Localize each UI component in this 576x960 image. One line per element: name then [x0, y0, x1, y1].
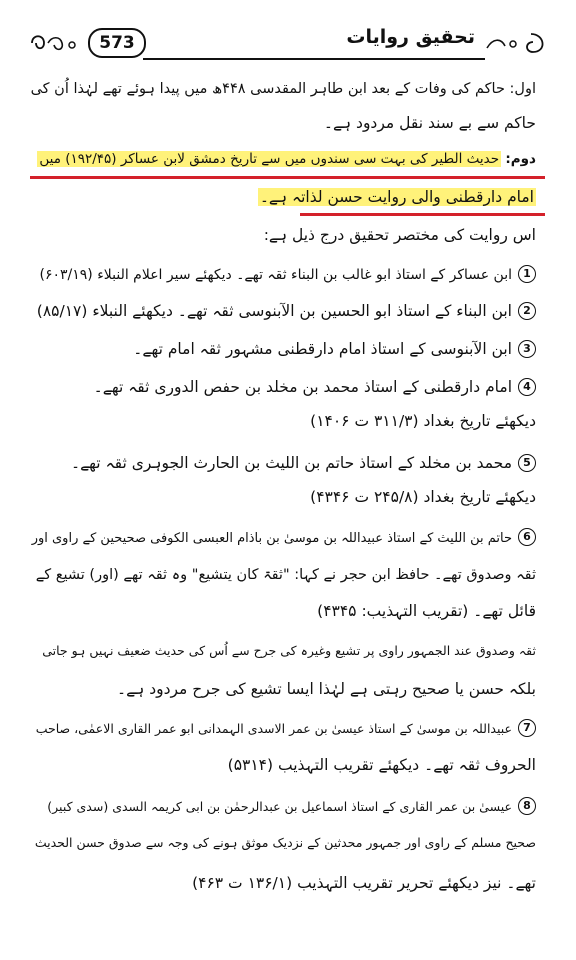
list-item-6-text: حاتم بن اللیث کے استاذ عبیداللہ بن موسیٰ بن باذام العبسی الکوفی صحیحین کے راوی اور: [31, 531, 512, 546]
paragraph-line-2: بلکہ حسن یا صحیح رہتی ہے لہٰذا ایسا تشیع کی جرح مردود ہے۔: [117, 680, 536, 698]
highlighted-text-2: امام دارقطنی والی روایت حسن لذاتہ ہے۔: [259, 188, 534, 206]
list-item-4-ref: دیکھئے تاریخ بغداد (۳۱۱/۳ ت ۱۴۰۶): [310, 412, 536, 430]
number-marker-2: 2: [518, 302, 536, 320]
number-marker-4: 4: [518, 378, 536, 396]
number-marker-6: 6: [518, 528, 536, 546]
paragraph-line-1: ثقہ وصدوق عند الجمہور راوی پر تشیع وغیرہ کی جرح سے اُس کی حدیث ضعیف نہیں ہو جاتی: [42, 643, 536, 658]
highlighted-text-1: حدیث الطیر کی بہت سی سندوں میں سے تاریخ دمشق لابن عساکر (۱۹۲/۴۵) میں: [39, 151, 500, 167]
section-label-second: دوم:: [505, 151, 536, 167]
list-item-1-text: ابن عساکر کے استاذ ابو غالب بن البناء ثقہ تھے۔ دیکھئے سیر اعلام النبلاء (۶۰۳/۱۹): [39, 267, 512, 283]
page-number: 573: [88, 28, 146, 58]
list-item-2-text: ابن البناء کے استاذ ابو الحسین بن الآبنوسی ثقہ تھے۔ دیکھئے النبلاء (۸۵/۱۷): [36, 302, 512, 320]
list-item-8-text: عیسیٰ بن عمر القاری کے استاذ اسماعیل بن عبدالرحمٰن بن ابی کریمہ السدی (سدی کبیر): [47, 799, 512, 814]
page-header: [28, 22, 553, 66]
ornament-right-icon: [483, 30, 553, 56]
book-title: تحقیق روایات: [346, 26, 475, 48]
number-marker-3: 3: [518, 340, 536, 358]
number-marker-5: 5: [518, 454, 536, 472]
list-item-8-line-3: تھے۔ نیز دیکھئے تحریر تقریب التہذیب (۱۳۶/۱ ت ۴۶۳): [192, 874, 536, 892]
text-line-5: اس روایت کی مختصر تحقیق درج ذیل ہے:: [263, 226, 536, 244]
text-line-4: [258, 184, 536, 210]
text-line-3: [37, 146, 536, 172]
list-item-3: [133, 336, 536, 362]
text-line-1: اول: حاکم کی وفات کے بعد ابن طاہر المقدسی ۴۴۸ھ میں پیدا ہوئے تھے لہٰذا اُن کی: [30, 81, 536, 97]
list-item-7-line-2: الحروف ثقہ تھے۔ دیکھئے تقریب التہذیب (۵۳۱۴): [227, 756, 536, 774]
list-item-1: [39, 262, 536, 288]
list-item-7-text: عبیداللہ بن موسیٰ کے استاذ عیسیٰ بن عمر الاسدی الہمدانی ابو عمر القاری الاعمٰی، صاحب: [35, 721, 512, 736]
list-item-6-line-3: قائل تھے۔ (تقریب التہذیب: ۴۳۴۵): [317, 602, 536, 620]
list-item-5-ref: دیکھئے تاریخ بغداد (۲۴۵/۸ ت ۴۳۴۶): [310, 488, 536, 506]
number-marker-7: 7: [518, 719, 536, 737]
list-item-7: [36, 716, 536, 742]
list-item-3-text: ابن الآبنوسی کے استاذ امام دارقطنی مشہور ثقہ امام تھے۔: [133, 340, 512, 358]
number-marker-8: 8: [518, 797, 536, 815]
red-underline-2: [300, 213, 545, 216]
list-item-6-line-2: ثقہ وصدوق تھے۔ حافظ ابن حجر نے کہا: "ثقۃ کان یتشیع" وہ ثقہ تھے (اور) تشیع کے: [35, 567, 536, 583]
list-item-4-text: امام دارقطنی کے استاذ محمد بن مخلد بن حفص الدوری ثقہ تھے۔: [93, 378, 512, 396]
list-item-4: [94, 374, 536, 400]
list-item-2: [37, 298, 536, 324]
list-item-5: [71, 450, 536, 476]
list-item-5-text: محمد بن مخلد کے استاذ حاتم بن اللیث بن الحارث الجوہری ثقہ تھے۔: [71, 454, 512, 472]
list-item-8: [47, 794, 536, 820]
list-item-8-line-2: صحیح مسلم کے راوی اور جمہور محدثین کے نزدیک موثق ہونے کی وجہ سے صدوق حسن الحدیث: [34, 835, 536, 850]
text-line-2: حاکم سے بے سند نقل مردود ہے۔: [323, 114, 536, 132]
header-rule: [143, 58, 485, 60]
number-marker-1: 1: [518, 265, 536, 283]
list-item-6: [32, 526, 536, 552]
red-underline-1: [30, 176, 545, 179]
